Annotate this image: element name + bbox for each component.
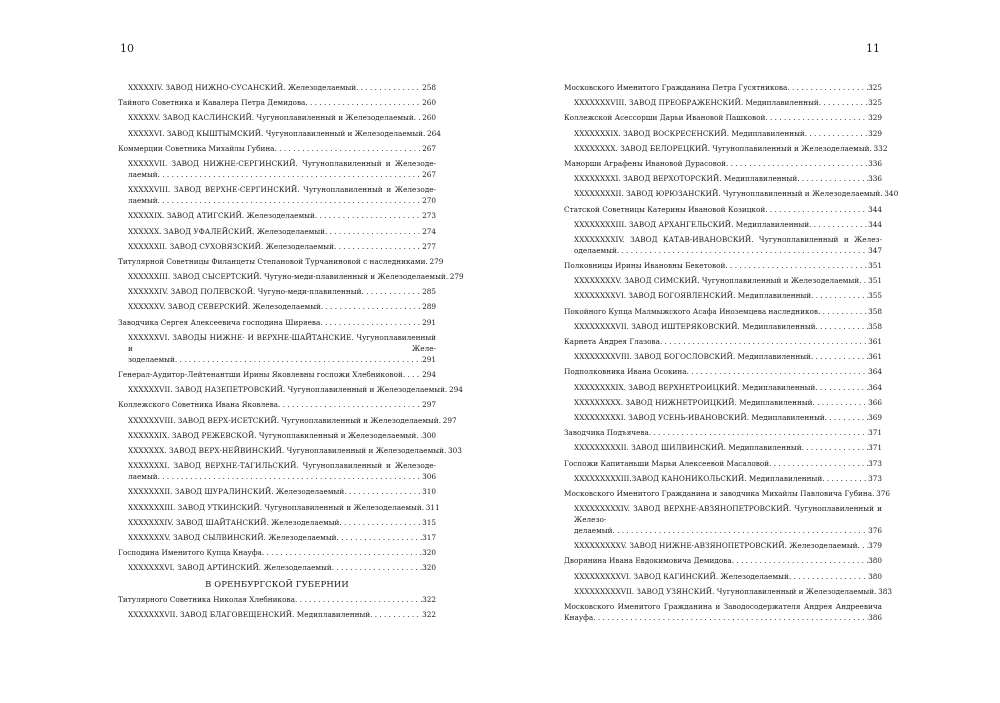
toc-entry-text: XXXXXXXXXI. ЗАВОД УСЕНЬ-ИВАНОВСКИЙ. Медиплавиленный <box>574 412 825 422</box>
dot-leader <box>593 612 868 623</box>
dot-leader <box>175 354 422 365</box>
toc-entry-text: лаемый <box>128 472 158 482</box>
dot-leader <box>356 82 422 93</box>
dot-leader <box>612 525 868 536</box>
toc-entry-text-line: XXXXXXXI. ЗАВОД ВЕРХНЕ-ТАГИЛЬСКИЙ. Чугуноплавиленный и Железоде- <box>128 461 436 471</box>
toc-page-number: 358 <box>868 321 882 331</box>
toc-subentry <box>564 97 882 108</box>
toc-page-number: 355 <box>868 291 882 301</box>
toc-entry-text: Подполковника Ивана Осокина <box>564 367 687 377</box>
toc-page-number: 371 <box>868 428 882 438</box>
toc-entry-text: Кнауфа <box>564 613 594 622</box>
toc-page-number: 376 <box>876 488 891 498</box>
toc-entry-text: Московского Именитого Гражданина и заводчика Михайлы Павловича Губина <box>564 488 873 498</box>
toc-subentry <box>564 382 882 393</box>
dot-leader <box>305 97 422 108</box>
toc-subentry <box>564 143 888 154</box>
toc-entry-text: XXXXXXXVII. ЗАВОД БЛАГОВЕЩЕНСКИЙ. Медиплавиленный <box>128 610 371 620</box>
table-of-contents <box>564 82 899 627</box>
toc-page-number: 380 <box>868 556 882 566</box>
toc-page-number: 294 <box>448 385 463 395</box>
toc-subentry <box>118 226 436 237</box>
toc-entry-text: XXXXXXXXVII. ЗАВОД ИШТЕРЯКОВСКИЙ. Медиплавиленный <box>574 321 816 331</box>
toc-entry-text: XXXXXXXXV. ЗАВОД СИМСКИЙ. Чугуноплавиленный и Железоделаемый <box>574 276 860 286</box>
toc-page-number: 291 <box>422 354 436 364</box>
toc-page-number: 383 <box>878 586 892 596</box>
dot-leader <box>337 532 423 543</box>
page-number: 11 <box>866 42 880 55</box>
toc-entry-text: Генерал-Аудитор-Лейтенантши Ирины Яковлевны госпожи Хлебниковой <box>118 370 403 379</box>
toc-entry-text: XXXXXXXII. ЗАВОД ШУРАЛИНСКИЙ. Железоделаемый <box>128 487 345 497</box>
toc-entry-text-line: Московского Именитого Гражданина и Заводосодержателя Андрея Андреевича <box>564 602 882 611</box>
toc-entry-text: Титулярного Советника Николая Хлебникова <box>118 595 295 605</box>
toc-page-number: 336 <box>868 158 882 168</box>
toc-entry <box>118 399 436 410</box>
toc-subentry <box>564 586 892 597</box>
toc-page-number: 361 <box>868 337 882 346</box>
toc-page-number: 310 <box>422 487 436 497</box>
dot-leader <box>818 306 868 317</box>
toc-page-number: 277 <box>422 241 436 251</box>
toc-page-number: 291 <box>422 317 436 327</box>
toc-entry-text: Коллежского Советника Ивана Яковлева <box>118 400 279 410</box>
toc-page-number: 325 <box>868 98 882 108</box>
dot-leader <box>321 301 422 312</box>
toc-entry <box>564 427 882 438</box>
toc-subentry <box>564 473 882 484</box>
toc-subentry <box>118 486 436 497</box>
toc-entry-text: XXXXXXXXI. ЗАВОД ВЕРХОТОРСКИЙ. Медиплавиленный <box>574 174 798 184</box>
toc-subentry <box>118 460 436 482</box>
toc-subentry <box>118 128 441 139</box>
toc-entry-text: XXXXXXXXII. ЗАВОД ЮРЮЗАНСКИЙ. Чугуноплавиленный и Железоделаемый <box>574 189 881 199</box>
toc-page-number: 274 <box>422 226 436 236</box>
toc-entry-text: Полковницы Ирины Ивановны Бекетовой <box>564 261 726 271</box>
toc-entry <box>118 143 436 154</box>
toc-page-number: 264 <box>427 128 441 138</box>
dot-leader <box>332 562 422 573</box>
toc-entry-text-line: XXXXXVII. ЗАВОД НИЖНЕ-СЕРГИНСКИЙ. Чугуноплавиленный и Железоде- <box>128 158 436 168</box>
toc-entry-text-line: XXXXXXXXXIV. ЗАВОД ВЕРХНЕ-АВЗЯНОПЕТРОВСКИЙ. Чугуноплавиленный и Железо- <box>574 504 882 525</box>
toc-entry-text-line: XXXXXVIII. ЗАВОД ВЕРХНЕ-СЕРГИНСКИЙ. Чугуноплавиленный и Железоде- <box>128 185 436 195</box>
toc-subentry <box>118 82 436 93</box>
toc-entry-text: XXXXXXIX. ЗАВОД РЕЖЕВСКОЙ. Чугуноплавиленный и Железоделаемый <box>128 430 417 440</box>
dot-leader <box>344 486 422 497</box>
dot-leader <box>765 112 868 123</box>
toc-entry-text: XXXXXX. ЗАВОД УФАЛЕЙСКИЙ. Железоделаемый <box>128 226 326 236</box>
toc-page-number: 380 <box>868 571 882 581</box>
toc-entry-text: XXXXXXXVI. ЗАВОД АРТИНСКИЙ. Железоделаемый <box>128 563 332 573</box>
toc-entry-text: XXXXXV. ЗАВОД КАСЛИНСКИЙ. Чугуноплавиленный и Железоделаемый <box>128 113 414 123</box>
toc-entry-text: Карнета Андрея Глазова <box>564 337 660 346</box>
toc-page-number: 379 <box>868 541 882 551</box>
dot-leader <box>816 321 869 332</box>
dot-leader <box>262 547 422 558</box>
toc-page-number: 351 <box>868 276 882 286</box>
toc-entry-text: делаемый <box>574 526 613 536</box>
dot-leader <box>339 517 422 528</box>
toc-page-number: 322 <box>422 595 436 605</box>
toc-page-number: 344 <box>868 204 882 214</box>
toc-entry-text: Коллежской Асессорши Дарьи Ивановой Пашковой <box>564 113 766 123</box>
toc-entry <box>564 555 882 566</box>
toc-page-number: 311 <box>425 502 440 512</box>
dot-leader <box>732 555 868 566</box>
toc-entry-text: Госпожи Капитаньши Марьи Алексеевой Масаловой <box>564 458 770 468</box>
toc-page-number: 325 <box>868 83 882 92</box>
toc-entry-text: Господина Именитого Купца Кнауфа <box>118 548 262 558</box>
dot-leader <box>789 571 868 582</box>
dot-leader <box>858 540 869 551</box>
toc-subentry <box>564 128 882 139</box>
toc-page-number: 332 <box>873 143 888 153</box>
toc-entry-text: XXXXXXXXXV. ЗАВОД НИЖНЕ-АВЗЯНОПЕТРОВСКИЙ. Железоделаемый <box>574 541 858 551</box>
toc-page-number: 260 <box>422 113 436 123</box>
toc-entry <box>564 306 882 317</box>
dot-leader <box>809 219 868 230</box>
dot-leader <box>811 290 868 301</box>
toc-entry-text: XXXXXXXV. ЗАВОД СЫЛВИНСКИЙ. Железоделаемый <box>128 532 337 542</box>
toc-subentry <box>118 301 436 312</box>
toc-entry-text: XXXXXXXIX. ЗАВОД ВОСКРЕСЕНСКИЙ. Медиплавиленный <box>574 128 805 138</box>
toc-page-number: 329 <box>868 113 882 123</box>
dot-leader <box>158 471 422 482</box>
toc-page-number: 267 <box>422 169 436 179</box>
dot-leader <box>726 158 868 169</box>
toc-entry-text: Коммерции Советника Михайлы Губина <box>118 143 275 153</box>
toc-subentry <box>564 412 882 423</box>
toc-entry-text: XXXXXXIII. ЗАВОД СЫСЕРТСКИЙ. Чугуно-меди-плавиленный и Железоделаемый <box>128 272 446 282</box>
dot-leader <box>819 97 868 108</box>
dot-leader <box>825 412 868 423</box>
toc-entry-text: XXXXXXXXVI. ЗАВОД БОГОЯВЛЕНСКИЙ. Медиплавиленный <box>574 291 812 301</box>
toc-page-number: 273 <box>422 211 436 221</box>
toc-entry <box>564 366 882 377</box>
dot-leader <box>822 473 868 484</box>
toc-page-number: 285 <box>422 287 436 297</box>
dot-leader <box>787 82 868 93</box>
toc-subentry <box>564 173 882 184</box>
toc-entry-text: Тайного Советника и Кавалера Петра Демидова <box>118 98 306 108</box>
toc-entry <box>564 158 882 169</box>
table-of-contents <box>118 82 464 625</box>
toc-subentry <box>564 219 882 230</box>
dot-leader <box>649 427 868 438</box>
toc-subentry <box>118 532 436 543</box>
toc-page-number: 260 <box>422 98 436 108</box>
dot-leader <box>813 397 869 408</box>
toc-subentry <box>564 503 882 536</box>
toc-entry-text: зоделаемый <box>128 354 175 364</box>
toc-subentry <box>118 609 436 620</box>
toc-page-number: 289 <box>422 302 436 312</box>
dot-leader <box>859 275 868 286</box>
dot-leader <box>403 369 422 380</box>
toc-entry-text: XXXXXXXVIII. ЗАВОД ПРЕОБРАЖЕНСКИЙ. Медиплавиленный <box>574 98 819 108</box>
toc-entry-text: лаемый <box>128 196 158 206</box>
toc-entry-text: XXXXXXXIV. ЗАВОД ШАЙТАНСКИЙ. Железоделаемый <box>128 517 340 527</box>
toc-page-number: 258 <box>422 83 436 92</box>
toc-entry <box>118 97 436 108</box>
dot-leader <box>802 442 868 453</box>
toc-subentry <box>564 397 882 408</box>
toc-entry <box>564 82 882 93</box>
toc-page-number: 315 <box>422 517 436 527</box>
toc-entry <box>564 458 882 469</box>
toc-entry <box>564 204 882 215</box>
toc-entry-text: XXXXXIV. ЗАВОД НИЖНО-СУСАНСКИЙ. Железоделаемый <box>128 83 357 92</box>
dot-leader <box>361 286 422 297</box>
toc-entry-text: XXXXXXXXX. ЗАВОД НИЖНЕТРОИЦКИЙ. Медиплавиленный <box>574 397 813 407</box>
dot-leader <box>315 210 422 221</box>
dot-leader <box>158 195 422 206</box>
toc-entry <box>564 112 882 123</box>
dot-leader <box>811 351 868 362</box>
toc-page-number: 267 <box>422 143 436 153</box>
toc-entry-text: XXXXXXVII. ЗАВОД НАЗЕПЕТРОВСКИЙ. Чугуноплавиленный и Железоделаемый <box>128 385 445 395</box>
toc-page-number: 358 <box>868 306 882 316</box>
toc-subentry <box>564 351 882 362</box>
dot-leader <box>278 399 422 410</box>
page-number: 10 <box>120 42 134 55</box>
toc-page-number: 294 <box>422 370 436 379</box>
toc-entry-text: XXXXXXXXXVI. ЗАВОД КАГИНСКИЙ. Железоделаемый <box>574 571 789 581</box>
toc-subentry <box>564 442 882 453</box>
dot-leader <box>805 128 868 139</box>
dot-leader <box>414 112 422 123</box>
toc-subentry <box>118 430 436 441</box>
toc-entry-text: XXXXXXXXXIII.ЗАВОД КАНОНИКОЛЬСКИЙ. Медиплавиленный <box>574 473 823 483</box>
dot-leader <box>275 143 423 154</box>
toc-entry <box>118 317 436 328</box>
toc-subentry <box>118 286 436 297</box>
toc-page-number: 366 <box>868 397 882 407</box>
toc-entry-text: XXXXXXXXXII. ЗАВОД ШИЛВИНСКИЙ. Медиплавиленный <box>574 443 802 453</box>
section-heading: В ОРЕНБУРГСКОЙ ГУБЕРНИИ <box>205 579 349 590</box>
toc-entry-text: XXXXXXII. ЗАВОД СУХОВЯЗСКИЙ. Железоделаемый <box>128 241 334 251</box>
dot-leader <box>158 169 422 180</box>
toc-subentry <box>118 241 436 252</box>
toc-page-number: 270 <box>422 196 436 206</box>
toc-entry-text: XXXXXXXXIX. ЗАВОД ВЕРХНЕТРОИЦКИЙ. Медиплавиленный <box>574 382 816 392</box>
toc-entry-text: лаемый <box>128 169 158 179</box>
toc-entry-text: XXXXXXXXXVII. ЗАВОД УЗЯНСКИЙ. Чугуноплавиленный и Железоделаемый <box>574 586 875 596</box>
toc-subentry <box>564 321 882 332</box>
toc-entry <box>118 369 436 380</box>
dot-leader <box>725 260 868 271</box>
toc-subentry <box>564 571 882 582</box>
toc-page-number: 303 <box>447 445 462 455</box>
toc-entry-text: XXXXXXXXVIII. ЗАВОД БОГОСЛОВСКИЙ. Медиплавиленный <box>574 352 811 362</box>
toc-subentry <box>118 158 436 180</box>
toc-page-number: 361 <box>868 352 882 362</box>
toc-page-number: 320 <box>422 563 436 573</box>
toc-page-number: 300 <box>422 430 436 440</box>
toc-subentry <box>564 188 899 199</box>
toc-subentry <box>118 502 440 513</box>
toc-entry <box>118 256 444 267</box>
toc-page-number: 297 <box>422 400 436 410</box>
toc-entry-text: Заводчика Сергея Алексеевича господина Ширяева <box>118 317 321 327</box>
toc-entry-text: XXXXXXXX. ЗАВОД БЕЛОРЕЦКИЙ. Чугуноплавиленный и Железоделаемый <box>574 143 870 153</box>
toc-entry <box>118 594 436 605</box>
toc-page-number: 279 <box>449 272 464 282</box>
toc-entry-text: XXXXXVI. ЗАВОД КЫШТЫМСКИЙ. Чугуноплавиленный и Железоделаемый <box>128 128 423 138</box>
toc-subentry <box>118 415 457 426</box>
toc-page-number: 376 <box>868 526 882 536</box>
dot-leader <box>660 336 868 347</box>
dot-leader <box>687 366 868 377</box>
toc-entry-text: Манорши Аграфены Ивановой Дурасовой <box>564 158 726 168</box>
toc-page-number: 322 <box>422 610 436 620</box>
toc-entry-text-line: XXXXXXVI. ЗАВОДЫ НИЖНЕ- И ВЕРХНЕ-ШАЙТАНСКИЕ. Чугуноплавиленный и Желе- <box>128 332 436 353</box>
toc-page-number: 386 <box>868 613 882 622</box>
toc-page-number: 279 <box>429 256 444 266</box>
toc-subentry <box>118 332 436 365</box>
dot-leader <box>765 204 868 215</box>
toc-page-number: 344 <box>868 219 882 229</box>
toc-entry-text: XXXXXXIV. ЗАВОД ПОЛЕВСКОЙ. Чугуно-меди-плавиленный <box>128 287 362 297</box>
toc-entry-text: Заводчика Подъячева <box>564 428 649 438</box>
dot-leader <box>320 317 422 328</box>
toc-subentry <box>118 445 462 456</box>
toc-page-number: 329 <box>868 128 882 138</box>
toc-entry <box>564 488 891 499</box>
toc-page-number: 306 <box>422 472 436 482</box>
toc-page-number: 373 <box>868 473 882 483</box>
toc-entry-text: XXXXXXVIII. ЗАВОД ВЕРХ-ИСЕТСКИЙ. Чугуноплавиленный и Железоделаемый <box>128 415 439 425</box>
toc-entry-text: Покойного Купца Малмыжского Асафа Иноземцева наследников <box>564 306 819 316</box>
toc-subentry <box>118 384 463 395</box>
right-page <box>500 0 1000 703</box>
toc-entry-text: XXXXXXV. ЗАВОД СЕВЕРСКИЙ. Железоделаемый <box>128 302 321 312</box>
toc-subentry <box>118 271 464 282</box>
toc-entry-text: оделаемый <box>574 245 617 255</box>
toc-entry-text-line: XXXXXXXXIV. ЗАВОД КАТАВ-ИВАНОВСКИЙ. Чугуноплавиленный и Желез- <box>574 234 882 244</box>
toc-entry-text: Статской Советницы Катерины Ивановой Козицкой <box>564 204 766 214</box>
toc-entry <box>564 260 882 271</box>
toc-entry-text: Московского Именитого Гражданина Петра Гусятникова <box>564 83 788 92</box>
toc-subentry <box>564 275 882 286</box>
toc-page-number: 347 <box>868 245 882 255</box>
toc-entry <box>118 547 436 558</box>
toc-entry-text: Титулярной Советницы Филанцеты Степановой Турчаниновой с наследниками <box>118 256 426 266</box>
dot-leader <box>815 382 868 393</box>
toc-subentry <box>118 184 436 206</box>
dot-leader <box>617 245 868 256</box>
toc-subentry <box>118 210 436 221</box>
toc-page-number: 297 <box>442 415 457 425</box>
toc-entry-text: Дворянина Ивана Евдокимовича Демидова <box>564 556 732 566</box>
toc-page-number: 320 <box>422 548 436 558</box>
dot-leader <box>370 609 422 620</box>
toc-subentry <box>118 517 436 528</box>
toc-page-number: 371 <box>868 443 882 453</box>
toc-subentry <box>564 540 882 551</box>
toc-page-number: 317 <box>422 532 436 542</box>
toc-subentry <box>564 234 882 256</box>
toc-page-number: 369 <box>868 412 882 422</box>
toc-entry-text: XXXXXXX. ЗАВОД ВЕРХ-НЕЙВИНСКИЙ. Чугуноплавиленный и Железоделаемый <box>128 445 444 455</box>
toc-entry <box>564 336 882 347</box>
toc-page-number: 351 <box>868 261 882 271</box>
toc-subentry <box>118 112 436 123</box>
toc-subentry <box>118 562 436 573</box>
dot-leader <box>334 241 422 252</box>
toc-page-number: 340 <box>884 189 899 199</box>
toc-page-number: 336 <box>868 174 882 184</box>
dot-leader <box>797 173 868 184</box>
toc-page-number: 364 <box>868 382 882 392</box>
toc-entry-text: XXXXXXXXIII. ЗАВОД АРХАНГЕЛЬСКИЙ. Медиплавиленный <box>574 219 810 229</box>
dot-leader <box>325 226 422 237</box>
toc-entry <box>564 601 882 623</box>
toc-page-number: 373 <box>868 458 882 468</box>
dot-leader <box>769 458 868 469</box>
dot-leader <box>295 594 422 605</box>
toc-subentry <box>564 290 882 301</box>
toc-entry-text: XXXXXXXIII. ЗАВОД УТКИНСКИЙ. Чугуноплавиленный и Железоделаемый <box>128 502 422 512</box>
toc-entry-text: XXXXXIX. ЗАВОД АТИГСКИЙ. Железоделаемый <box>128 211 315 221</box>
toc-page-number: 364 <box>868 367 882 377</box>
